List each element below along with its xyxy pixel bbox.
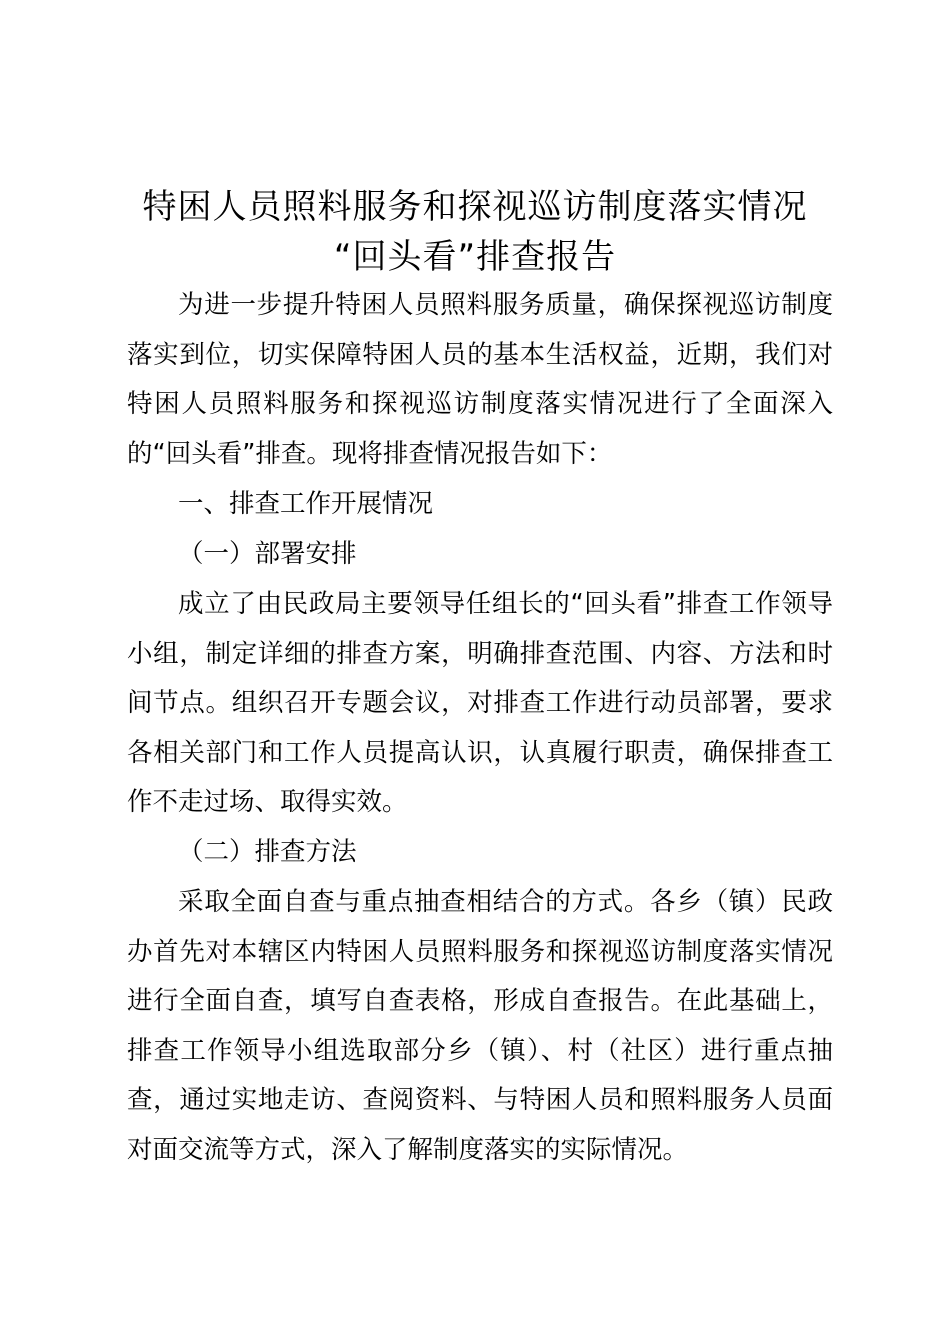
subsection-heading-2: （二）排查方法 bbox=[178, 837, 357, 867]
subsection-1-paragraph: 成立了由民政局主要领导任组长的“回头看”排查工作领导小组，制定详细的排查方案，明确排查范围、内容、方法和时间节点。组织召开专题会议，对排查工作进行动员部署，要求各相关部门和工作人员提高认识，认真履行职责，确保排查工作不走过场、取得实效。 bbox=[127, 589, 833, 817]
subsection-heading-1: （一）部署安排 bbox=[178, 539, 357, 569]
subsection-2-paragraph: 采取全面自查与重点抽查相结合的方式。各乡（镇）民政办首先对本辖区内特困人员照料服务和探视巡访制度落实情况进行全面自查，填写自查表格，形成自查报告。在此基础上，排查工作领导小组选取部分乡（镇）、村（社区）进行重点抽查，通过实地走访、查阅资料、与特困人员和照料服务人员面对面交流等方式，深入了解制度落实的实际情况。 bbox=[127, 887, 833, 1165]
section-heading-1: 一、排查工作开展情况 bbox=[178, 489, 434, 519]
intro-paragraph: 为进一步提升特困人员照料服务质量，确保探视巡访制度落实到位，切实保障特困人员的基本生活权益，近期，我们对特困人员照料服务和探视巡访制度落实情况进行了全面深入的“回头看”排查。现将排查情况报告如下： bbox=[127, 290, 833, 469]
document-title-line-1: 特困人员照料服务和探视巡访制度落实情况 bbox=[142, 187, 808, 227]
document-title-line-2: “回头看”排查报告 bbox=[333, 237, 617, 277]
